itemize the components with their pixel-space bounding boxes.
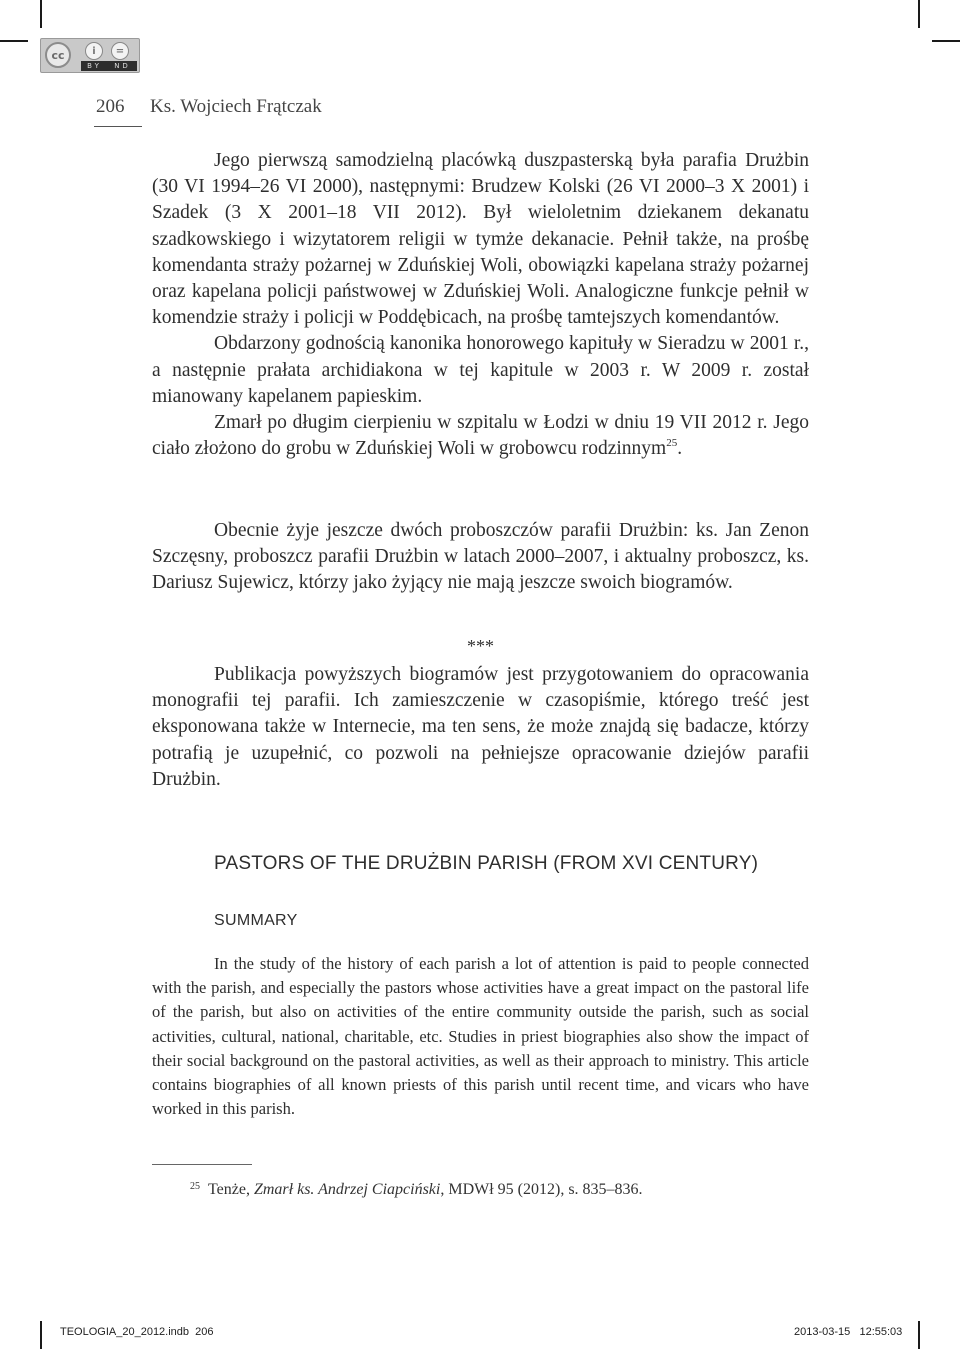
footnote-cited-title: Zmarł ks. Andrzej Ciapciński: [253, 1181, 441, 1198]
section-separator: ***: [467, 636, 494, 656]
paragraph-3-text: Zmarł po długim cierpieniu w szpitalu w Łodzi w dniu 19 VII 2012 r. Jego ciało złożono do grobu w Zduńskiej Woli w grobowcu rodzinnym: [152, 412, 809, 460]
main-text-block: [152, 148, 809, 462]
footnote-lead: Tenże,: [208, 1181, 250, 1198]
paragraph-3-end: .: [677, 438, 683, 460]
crop-mark-top-right-horizontal: [932, 40, 960, 42]
running-head: [96, 96, 322, 118]
main-text-block-3: [152, 662, 809, 793]
footnote-25: [190, 1181, 643, 1199]
summary-heading: SUMMARY: [214, 912, 298, 929]
footnote-rest: , MDWł 95 (2012), s. 835–836.: [440, 1181, 643, 1198]
summary-block: [152, 952, 809, 1121]
slug-date: 2013-03-15: [794, 1326, 851, 1338]
crop-mark-top-left-vertical: [40, 0, 42, 28]
paragraph-1: Jego pierwszą samodzielną placówką duszpasterską była parafia Drużbin (30 VI 1994–26 VI 2000), następnymi: Brudzew Kolski (26 VI 2000–3 X 2001) i Szadek (3 X 2001–18 VII 2012). Był wieloletnim dziekanem dekanatu szadkowskiego i wizytatorem religii w tymże dekanacie. Pełnił także, na prośbę komendanta straży pożarnej w Zduńskiej Woli, obowiązki kapelana straży pożarnej oraz kapelana policji państwowej w Zduńskiej Woli. Analogiczne funkcje pełnił w komendzie straży i policji w Poddębicach, na prośbę tamtejszych komendantów.: [152, 150, 809, 329]
paragraph-4: Obecnie żyje jeszcze dwóch proboszczów parafii Drużbin: ks. Jan Zenon Szczęsny, proboszcz parafii Drużbin w latach 2000–2007, i aktualny proboszcz, ks. Dariusz Sujewicz, którzy jako żyjący nie mają jeszcze swoich biogramów.: [152, 520, 809, 594]
nd-icon: =: [111, 42, 129, 60]
crop-mark-bottom-left-vertical: [40, 1321, 42, 1349]
slug-timestamp: [794, 1326, 902, 1338]
slug-filename: TEOLOGIA_20_2012.indb: [60, 1326, 190, 1338]
paragraph-3: [152, 410, 809, 462]
crop-mark-top-right-vertical: [918, 0, 920, 28]
paragraph-2: Obdarzony godnością kanonika honorowego kapituły w Sieradzu w 2001 r., a następnie prałata archidiakona w tej kapitule w 2003 r. W 2009 r. został mianowany kapelanem papieskim.: [152, 333, 809, 407]
by-icon: i: [85, 42, 103, 60]
english-title: PASTORS OF THE DRUŻBIN PARISH (FROM XVI CENTURY): [214, 853, 759, 874]
cc-icon: cc: [45, 42, 71, 68]
license-nd-label: ND: [114, 62, 131, 70]
summary-paragraph: In the study of the history of each parish a lot of attention is paid to people connected with the parish, and especially the pastors whose activities have a great impact on the pastoral life of the parish, but also on activities of the entire community outside the parish, such as social activities, cultural, national, charitable, etc. Studies in priest biographies also show the impact of their social background on the pastoral activities, as well as their approach to ministry. This article contains biographies of all known priests of this parish until recent time, and vicars who have worked in this parish.: [152, 954, 809, 1119]
footnote-rule: [152, 1164, 252, 1165]
header-rule: [94, 126, 142, 127]
slug-file: [60, 1326, 214, 1338]
main-text-block-2: [152, 518, 809, 597]
license-by-label: BY: [87, 62, 102, 70]
footnote-ref-25[interactable]: 25: [666, 437, 678, 450]
license-labels: [81, 61, 137, 71]
slug-page: 206: [195, 1326, 214, 1338]
crop-mark-top-left-horizontal: [0, 40, 28, 42]
cc-license-badge: [40, 38, 140, 73]
paragraph-5: Publikacja powyższych biogramów jest przygotowaniem do opracowania monografii tej parafii. Ich zamieszczenie w czasopiśmie, którego treść jest eksponowana także w Internecie, ma ten sens, że może znajdą się badacze, którzy potrafią je uzupełnić, co pozwoli na pełniejsze opracowanie dziejów parafii Drużbin.: [152, 664, 809, 790]
crop-mark-bottom-right-vertical: [918, 1321, 920, 1349]
slug-time: 12:55:03: [859, 1326, 903, 1338]
page-number: 206: [96, 96, 125, 117]
running-head-author: Ks. Wojciech Frątczak: [150, 96, 322, 117]
footnote-number: 25: [190, 1181, 200, 1192]
